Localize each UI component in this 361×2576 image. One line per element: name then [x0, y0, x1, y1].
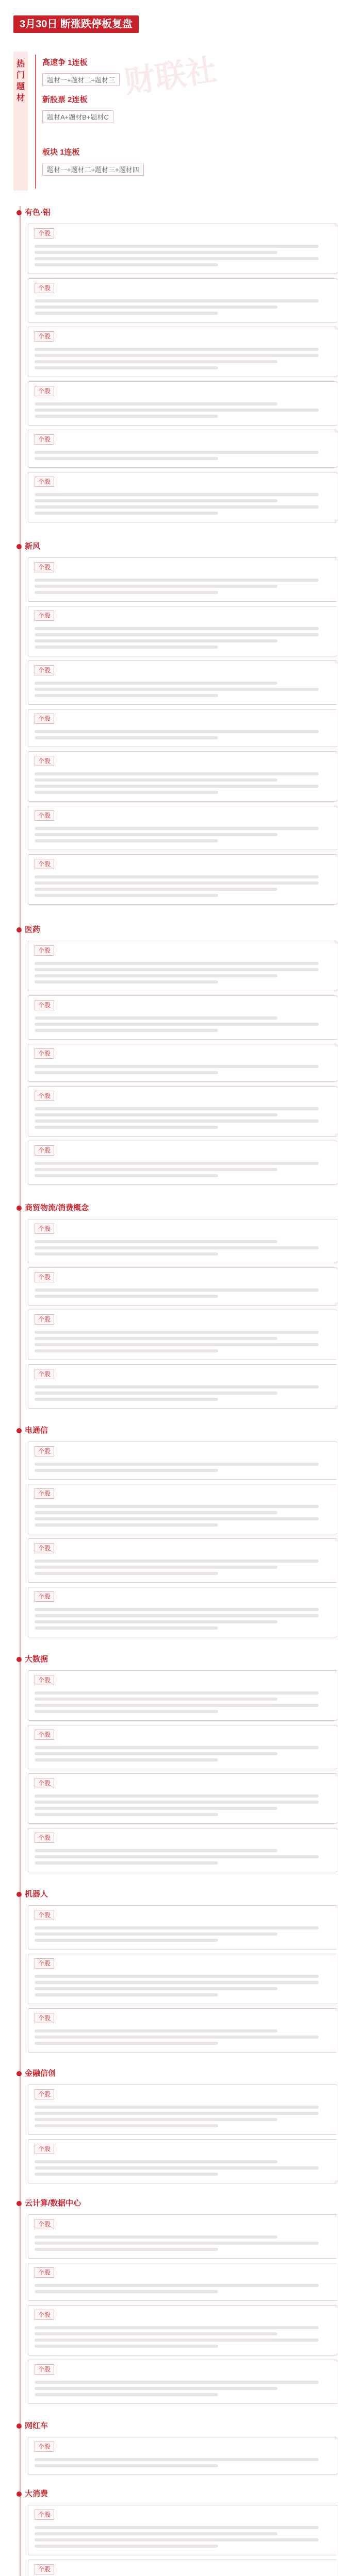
text-line: [35, 1987, 277, 1990]
stock-tag: 个股: [35, 477, 54, 487]
text-line: [35, 2284, 319, 2287]
stock-tag: 个股: [35, 611, 54, 621]
stock-card: [28, 1828, 337, 1872]
stock-tag: 个股: [35, 1833, 54, 1843]
text-line: [35, 348, 319, 351]
section-title: 医药: [13, 923, 337, 937]
text-line: [35, 2242, 319, 2245]
section-title: 新风: [13, 540, 337, 553]
stock-tag: 个股: [35, 714, 54, 724]
text-line: [35, 402, 277, 405]
stock-tag: 个股: [35, 945, 54, 956]
section-6: [13, 1653, 337, 1872]
text-line: [35, 627, 319, 630]
stock-tag: 个股: [35, 434, 54, 445]
stock-card: [28, 2139, 337, 2183]
hot-item-5: 板块 1连板: [42, 148, 80, 157]
text-line: [35, 1162, 319, 1165]
stock-tag: 个股: [35, 1048, 54, 1059]
text-line: [35, 1626, 218, 1630]
stock-card: [28, 1310, 337, 1360]
text-line: [35, 974, 277, 977]
stock-tag: 个股: [35, 1091, 54, 1101]
text-line: [35, 1566, 277, 1569]
hot-item-2: 题材一+题材二+题材三: [42, 73, 120, 86]
text-line: [35, 493, 319, 496]
text-line: [35, 2118, 277, 2121]
text-line: [35, 354, 319, 357]
text-line: [35, 694, 218, 697]
text-line: [35, 1572, 218, 1575]
stock-card: [28, 472, 337, 522]
text-line: [35, 1560, 319, 1563]
text-line: [35, 1849, 277, 1852]
stock-card: [28, 2360, 337, 2404]
hot-topics-line: [35, 55, 36, 189]
stock-tag: 个股: [35, 2364, 54, 2375]
text-line: [35, 785, 319, 788]
section-4: [13, 1201, 337, 1409]
section-5: [13, 1424, 337, 1637]
text-line: [35, 888, 277, 891]
text-line: [35, 2381, 319, 2384]
text-line: [35, 1168, 277, 1171]
text-line: [35, 2545, 218, 2548]
stock-card: [28, 557, 337, 602]
text-line: [35, 512, 218, 515]
stock-tag: 个股: [35, 283, 54, 293]
text-line: [35, 633, 319, 636]
text-line: [35, 1813, 218, 1816]
text-line: [35, 688, 319, 691]
stock-tag: 个股: [35, 2219, 54, 2229]
date-title: 3月30日 断涨跌停板复盘: [13, 15, 139, 33]
stock-card: [28, 1773, 337, 1824]
text-line: [35, 875, 319, 878]
text-line: [35, 251, 277, 254]
stock-card: [28, 1587, 337, 1637]
stock-card: [28, 1954, 337, 2004]
text-line: [35, 1807, 277, 1810]
stock-tag: 个股: [35, 1272, 54, 1282]
hot-item-4: 题材A+题材B+题材C: [42, 110, 113, 123]
stock-card: [28, 660, 337, 705]
text-line: [35, 409, 319, 412]
text-line: [35, 1710, 218, 1713]
text-line: [35, 1975, 319, 1978]
stock-tag: 个股: [35, 2310, 54, 2320]
text-line: [35, 1993, 218, 1996]
stock-tag: 个股: [35, 228, 54, 239]
text-line: [35, 2112, 319, 2115]
text-line: [35, 1511, 277, 1514]
stock-card: [28, 709, 337, 747]
text-line: [35, 2124, 218, 2127]
text-line: [35, 1801, 319, 1804]
text-line: [35, 980, 218, 984]
text-line: [35, 2029, 277, 2032]
hot-topics-block: [13, 52, 343, 196]
stock-card: [28, 941, 337, 991]
stock-card: [28, 751, 337, 802]
section-7: [13, 1888, 337, 2053]
stock-card: [28, 224, 337, 274]
stock-card: [28, 1670, 337, 1721]
section-title: 金融信创: [13, 2067, 337, 2080]
stock-tag: 个股: [35, 1958, 54, 1969]
stock-tag: 个股: [35, 1314, 54, 1325]
text-line: [35, 682, 277, 685]
text-line: [35, 1174, 218, 1177]
text-line: [35, 263, 218, 266]
stock-card: [28, 1086, 337, 1137]
stock-tag: 个股: [35, 1000, 54, 1010]
text-line: [35, 730, 319, 733]
text-line: [35, 1071, 218, 1074]
text-line: [35, 1746, 319, 1749]
text-line: [35, 736, 218, 739]
text-line: [35, 968, 319, 971]
stock-tag: 个股: [35, 1369, 54, 1379]
stock-card: [28, 327, 337, 377]
text-line: [35, 457, 218, 460]
stock-card: [28, 2214, 337, 2259]
text-line: [35, 1939, 218, 1942]
stock-card: [28, 1141, 337, 1185]
text-line: [35, 894, 218, 897]
text-line: [35, 1240, 277, 1243]
stock-card: [28, 381, 337, 426]
text-line: [35, 2526, 319, 2529]
stock-card: [28, 1219, 337, 1263]
text-line: [35, 1517, 319, 1520]
stock-tag: 个股: [35, 2510, 54, 2520]
text-line: [35, 257, 319, 260]
section-title: 商贸物流/消费概念: [13, 1201, 337, 1215]
stock-tag: 个股: [35, 1910, 54, 1920]
section-2: [13, 540, 337, 905]
section-3: [13, 923, 337, 1185]
hot-item-6: 题材一+题材二+题材三+题材四: [42, 163, 144, 176]
text-line: [35, 2532, 277, 2535]
text-line: [35, 299, 319, 302]
stock-tag: 个股: [35, 562, 54, 572]
stock-card: [28, 1484, 337, 1534]
section-title: 大数据: [13, 1653, 337, 1666]
stock-tag: 个股: [35, 2089, 54, 2099]
stock-card: [28, 1538, 337, 1583]
text-line: [35, 833, 277, 836]
stock-tag: 个股: [35, 2564, 54, 2574]
text-line: [35, 415, 218, 418]
text-line: [35, 2345, 218, 2348]
stock-card: [28, 1442, 337, 1480]
text-line: [35, 451, 319, 454]
text-line: [35, 1505, 319, 1508]
stock-card: [28, 2437, 337, 2475]
stock-tag: 个股: [35, 1730, 54, 1740]
section-title: 大消费: [13, 2487, 337, 2501]
top-banner: [0, 0, 361, 46]
stock-card: [28, 1267, 337, 1306]
stock-tag: 个股: [35, 1446, 54, 1456]
text-line: [35, 2106, 319, 2109]
stock-card: [28, 2008, 337, 2053]
text-line: [35, 499, 277, 502]
text-line: [35, 2160, 277, 2163]
text-line: [35, 1463, 319, 1466]
text-line: [35, 579, 319, 582]
text-line: [35, 639, 277, 642]
section-title: 网红车: [13, 2419, 337, 2433]
text-line: [35, 1331, 319, 1334]
text-line: [35, 366, 218, 369]
stock-tag: 个股: [35, 1224, 54, 1234]
text-line: [35, 1126, 218, 1129]
text-line: [35, 1758, 218, 1761]
text-line: [35, 2393, 218, 2396]
section-title: 机器人: [13, 1888, 337, 1901]
text-line: [35, 2248, 218, 2251]
text-line: [35, 1614, 319, 1617]
text-line: [35, 2042, 218, 2045]
section-title: 有色·铝: [13, 206, 337, 219]
text-line: [35, 1392, 277, 1395]
stock-tag: 个股: [35, 2013, 54, 2023]
stock-card: [28, 2084, 337, 2135]
text-line: [35, 1794, 319, 1798]
stock-tag: 个股: [35, 859, 54, 869]
text-line: [35, 772, 319, 775]
stock-card: [28, 995, 337, 1040]
text-line: [35, 778, 277, 782]
stock-tag: 个股: [35, 386, 54, 396]
section-title: 电通信: [13, 1424, 337, 1437]
text-line: [35, 312, 218, 315]
section-8: [13, 2067, 337, 2183]
text-line: [35, 2290, 218, 2293]
text-line: [35, 1933, 277, 1936]
text-line: [35, 1023, 319, 1026]
stock-tag: 个股: [35, 2267, 54, 2278]
text-line: [35, 1120, 319, 1123]
section-11: [13, 2487, 337, 2576]
stock-card: [28, 1044, 337, 1082]
text-line: [35, 962, 319, 965]
section-1: [13, 206, 337, 522]
text-line: [35, 591, 218, 594]
text-line: [35, 1252, 218, 1256]
text-line: [35, 1620, 277, 1623]
stock-tag: 个股: [35, 331, 54, 342]
text-line: [35, 1608, 319, 1611]
stock-card: [28, 278, 337, 323]
stock-card: [28, 1364, 337, 1409]
text-line: [35, 1698, 277, 1701]
stock-tag: 个股: [35, 1591, 54, 1602]
stock-card: [28, 854, 337, 905]
stock-card: [28, 2263, 337, 2301]
stock-tag: 个股: [35, 810, 54, 821]
stock-card: [28, 2560, 337, 2576]
text-line: [35, 2173, 218, 2176]
text-line: [35, 1343, 319, 1346]
hot-topics-label: 热门题材: [13, 52, 28, 191]
text-line: [35, 360, 277, 363]
text-line: [35, 1981, 319, 1984]
text-line: [35, 882, 319, 885]
hot-item-3: 新股票 2连板: [42, 95, 88, 104]
text-line: [35, 791, 218, 794]
text-line: [35, 1691, 319, 1694]
text-line: [35, 1065, 319, 1068]
stock-tag: 个股: [35, 1488, 54, 1499]
stock-tag: 个股: [35, 1675, 54, 1685]
text-line: [35, 1398, 218, 1401]
text-line: [35, 2235, 277, 2239]
text-line: [35, 1469, 218, 1472]
text-line: [35, 1926, 319, 1929]
stock-card: [28, 2305, 337, 2355]
text-line: [35, 1029, 218, 1032]
text-line: [35, 1113, 277, 1116]
text-line: [35, 1385, 319, 1388]
section-title: 云计算/数据中心: [13, 2197, 337, 2210]
stock-tag: 个股: [35, 1145, 54, 1156]
text-line: [35, 1289, 319, 1292]
stock-tag: 个股: [35, 756, 54, 766]
text-line: [35, 1704, 319, 1707]
stock-tag: 个股: [35, 665, 54, 675]
stock-card: [28, 1905, 337, 1950]
text-line: [35, 839, 218, 842]
stock-card: [28, 2505, 337, 2555]
stock-card: [28, 1725, 337, 1769]
text-line: [35, 2036, 319, 2039]
text-line: [35, 1246, 319, 1249]
text-line: [35, 827, 319, 830]
stock-card: [28, 606, 337, 656]
text-line: [35, 1855, 319, 1858]
text-line: [35, 1295, 218, 1298]
text-line: [35, 646, 218, 649]
text-line: [35, 1107, 319, 1110]
stock-card: [28, 806, 337, 850]
text-line: [35, 2464, 218, 2467]
text-line: [35, 1861, 218, 1865]
text-line: [35, 505, 319, 509]
stock-tag: 个股: [35, 1778, 54, 1788]
hot-item-1: 高速争 1连板: [42, 58, 88, 67]
text-line: [35, 2338, 319, 2342]
stock-card: [28, 430, 337, 468]
text-line: [35, 1349, 218, 1352]
text-line: [35, 2166, 319, 2170]
stock-tag: 个股: [35, 2442, 54, 2452]
text-line: [35, 1337, 277, 1340]
text-line: [35, 2332, 277, 2335]
section-10: [13, 2419, 337, 2475]
text-line: [35, 2387, 277, 2390]
stock-tag: 个股: [35, 2144, 54, 2154]
text-line: [35, 2458, 319, 2461]
stock-tag: 个股: [35, 1543, 54, 1553]
text-line: [35, 245, 319, 248]
text-line: [35, 306, 277, 309]
text-line: [35, 1752, 277, 1755]
watermark: 财联社: [122, 52, 219, 100]
text-line: [35, 2326, 319, 2329]
text-line: [35, 2538, 319, 2541]
text-line: [35, 1523, 218, 1527]
text-line: [35, 1016, 277, 1020]
text-line: [35, 585, 277, 588]
section-9: [13, 2197, 337, 2404]
